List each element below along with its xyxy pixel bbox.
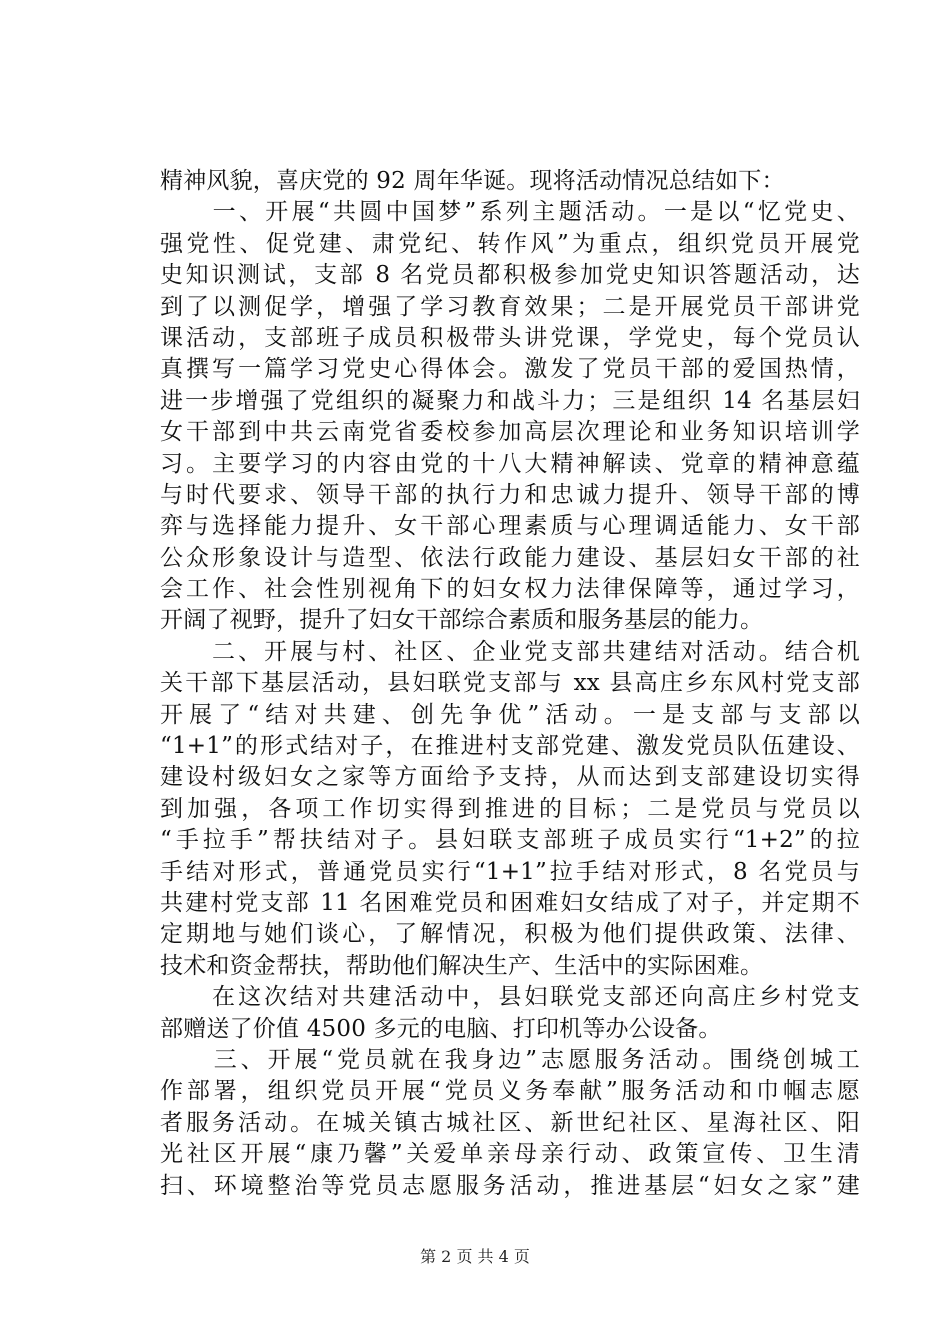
text-line: “手拉手”帮扶结对子。县妇联支部班子成员实行“1+2”的拉: [160, 827, 860, 854]
text-line: 课活动，支部班子成员积极带头讲党课，学党史，每个党员认: [160, 324, 860, 351]
text-line: 一、开展“共圆中国梦”系列主题活动。一是以“忆党史、: [160, 199, 860, 226]
text-line: 建设村级妇女之家等方面给予支持，从而达到支部建设切实得: [160, 764, 860, 791]
page-footer: 第 2 页 共 4 页: [420, 1247, 530, 1266]
text-line: 手结对形式，普通党员实行“1+1”拉手结对形式，8 名党员与: [160, 858, 860, 885]
text-line: 到加强，各项工作切实得到推进的目标；二是党员与党员以: [160, 795, 860, 822]
text-line: 公众形象设计与造型、依法行政能力建设、基层妇女干部的社: [160, 544, 860, 571]
text-line: 者服务活动。在城关镇古城社区、新世纪社区、星海社区、阳: [160, 1109, 860, 1136]
text-line: 进一步增强了党组织的凝聚力和战斗力；三是组织 14 名基层妇: [160, 387, 860, 414]
text-line: 弈与选择能力提升、女干部心理素质与心理调适能力、女干部: [160, 513, 860, 540]
text-line: 到了以测促学，增强了学习教育效果；二是开展党员干部讲党: [160, 293, 860, 320]
text-line: 部赠送了价值 4500 多元的电脑、打印机等办公设备。: [160, 1015, 722, 1042]
text-line: 会工作、社会性别视角下的妇女权力法律保障等，通过学习，: [160, 576, 860, 603]
text-line: 习。主要学习的内容由党的十八大精神解读、党章的精神意蕴: [160, 450, 860, 477]
text-line: 扫、环境整治等党员志愿服务活动，推进基层“妇女之家”建: [160, 1172, 860, 1199]
text-line: 技术和资金帮扶，帮助他们解决生产、生活中的实际困难。: [160, 952, 764, 979]
text-line: 女干部到中共云南党省委校参加高层次理论和业务知识培训学: [160, 419, 860, 446]
document-body: [160, 166, 860, 1202]
text-line: 史知识测试，支部 8 名党员都积极参加党史知识答题活动，达: [160, 262, 860, 289]
text-line: 真撰写一篇学习党史心得体会。激发了党员干部的爱国热情，: [160, 356, 860, 383]
text-line: 光社区开展“康乃馨”关爱单亲母亲行动、政策宣传、卫生清: [160, 1141, 860, 1168]
text-line: 定期地与她们谈心，了解情况，积极为他们提供政策、法律、: [160, 921, 860, 948]
text-line: 共建村党支部 11 名困难党员和困难妇女结成了对子，并定期不: [160, 889, 860, 916]
text-line: “1+1”的形式结对子，在推进村支部党建、激发党员队伍建设、: [160, 733, 860, 760]
text-line: 作部署，组织党员开展“党员义务奉献”服务活动和巾帼志愿: [160, 1078, 860, 1105]
text-line: 开阔了视野，提升了妇女干部综合素质和服务基层的能力。: [160, 607, 764, 634]
text-line: 精神风貌，喜庆党的 92 周年华诞。现将活动情况总结如下：: [160, 168, 785, 194]
text-line: 关干部下基层活动，县妇联党支部与 xx 县高庄乡东风村党支部: [160, 670, 860, 697]
text-line: 开展了“结对共建、创先争优”活动。一是支部与支部以: [160, 701, 860, 728]
text-line: 三、开展“党员就在我身边”志愿服务活动。围绕创城工: [160, 1046, 860, 1073]
text-line: 二、开展与村、社区、企业党支部共建结对活动。结合机: [160, 638, 860, 665]
text-line: 在这次结对共建活动中，县妇联党支部还向高庄乡村党支: [160, 984, 860, 1011]
text-line: 强党性、促党建、肃党纪、转作风”为重点，组织党员开展党: [160, 230, 860, 257]
text-line: 与时代要求、领导干部的执行力和忠诚力提升、领导干部的博: [160, 481, 860, 508]
